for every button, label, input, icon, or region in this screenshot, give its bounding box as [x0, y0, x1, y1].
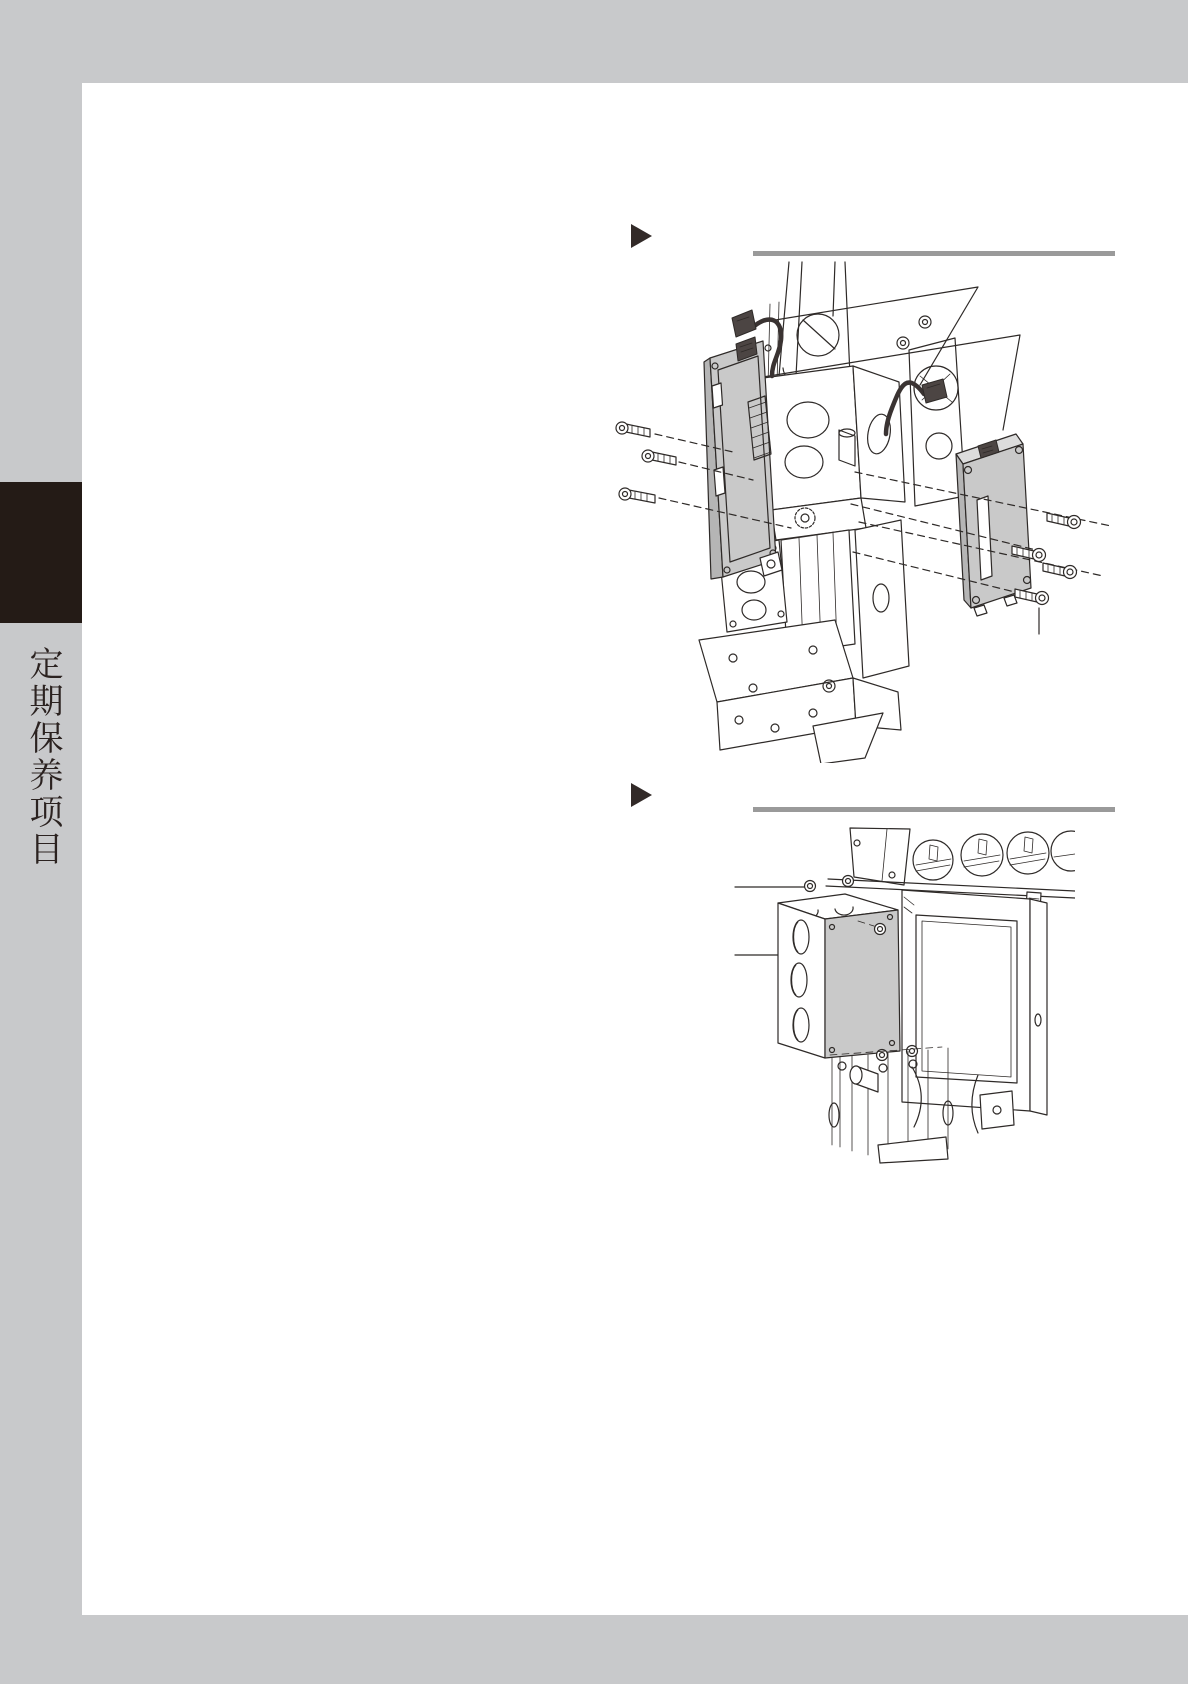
sidebar-tab-block-icon [0, 482, 82, 623]
sidebar-vertical-label: 定期保养项目 [24, 646, 62, 868]
frame-and-window [902, 890, 1047, 1115]
tension-unit-circles [913, 831, 1075, 880]
figure-arm-cover [680, 815, 1075, 1165]
right-cover-panel [956, 434, 1031, 616]
section-2-rule [753, 807, 1115, 812]
top-plate [850, 828, 910, 885]
figure-exploded-covers [600, 258, 1123, 763]
section-1-rule [753, 251, 1115, 256]
cover-box [778, 894, 900, 1058]
machine-right-housing [909, 338, 965, 506]
mounting-screws-left [616, 422, 676, 503]
bottom-chrome-bar [0, 1615, 1188, 1684]
top-chrome-bar [0, 0, 1188, 83]
section-1-marker-icon [631, 224, 652, 248]
section-2-marker-icon [631, 783, 652, 807]
